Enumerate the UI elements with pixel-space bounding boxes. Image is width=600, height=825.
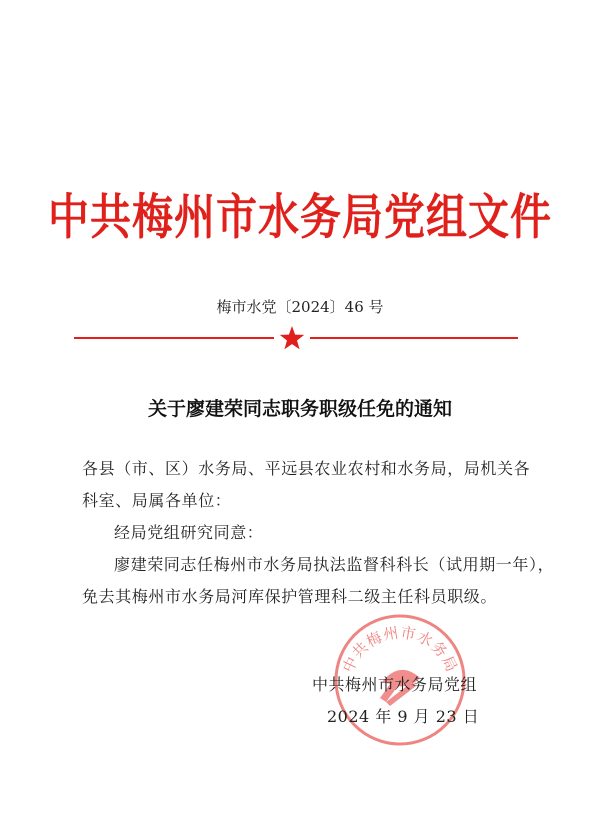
- document-number: 梅市水党〔2024〕46 号: [216, 298, 384, 316]
- red-divider-right: [310, 337, 518, 339]
- appointment-line-2: 免去其梅州市水务局河库保护管理科二级主任科员职级。: [82, 587, 498, 606]
- recipients-line-1: 各县（市、区）水务局、平远县农业农村和水务局，局机关各: [82, 459, 531, 478]
- decision-intro: 经局党组研究同意：: [114, 523, 264, 542]
- notice-title: 关于廖建荣同志职务职级任免的通知: [147, 398, 452, 420]
- recipients-line-2: 科室、局属各单位：: [82, 491, 232, 510]
- red-divider-left: [74, 337, 274, 339]
- document-header-title: 中共梅州市水务局党组文件: [48, 188, 552, 246]
- signing-date: 2024 年 9 月 23 日: [327, 707, 480, 726]
- red-star-icon: [279, 325, 305, 351]
- svg-text:中共梅州市水务局: 中共梅州市水务局: [338, 623, 462, 676]
- appointment-line-1: 廖建荣同志任梅州市水务局执法监督科科长（试用期一年），: [114, 555, 555, 574]
- signing-organization: 中共梅州市水务局党组: [312, 675, 478, 694]
